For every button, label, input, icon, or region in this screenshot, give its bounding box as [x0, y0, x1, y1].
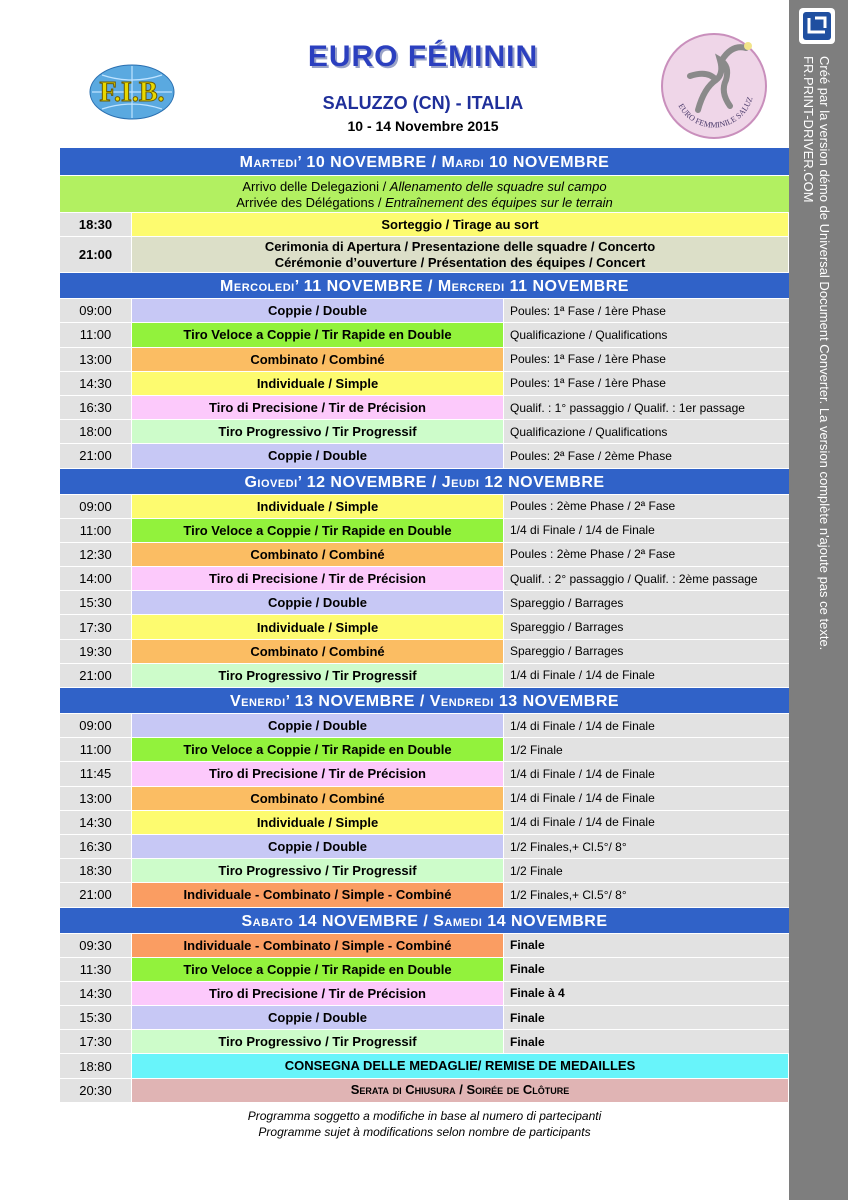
table-row [60, 567, 789, 591]
time-cell: 14:30 [60, 811, 132, 835]
event-cell: Tiro di Precisione / Tir de Précision [132, 762, 504, 786]
table-row [60, 1079, 789, 1103]
time-cell: 16:30 [60, 835, 132, 859]
table-row [60, 664, 789, 688]
note-cell: Poules : 2ème Phase / 2ª Fase [504, 543, 789, 567]
footer-line: Programma soggetto a modifiche in base al numero di partecipanti [247, 1109, 602, 1123]
event-cell: Tiro Veloce a Coppie / Tir Rapide en Double [132, 323, 504, 347]
time-cell: 11:00 [60, 519, 132, 543]
event-cell: Combinato / Combiné [132, 543, 504, 567]
note-cell: 1/4 di Finale / 1/4 de Finale [504, 714, 789, 738]
time-cell: 21:00 [60, 444, 132, 468]
watermark-line: FR.PRINT-DRIVER.COM [801, 56, 816, 203]
time-cell: 11:00 [60, 738, 132, 762]
time-cell: 18:00 [60, 420, 132, 444]
event-cell: Coppie / Double [132, 299, 504, 323]
note-cell: 1/4 di Finale / 1/4 de Finale [504, 762, 789, 786]
intro-text: Arrivée des Délégations / [236, 195, 386, 210]
event-cell: Tiro Progressivo / Tir Progressif [132, 859, 504, 883]
day-header: Sabato 14 NOVEMBRE / Samedi 14 NOVEMBRE [60, 908, 789, 934]
table-row [60, 1030, 789, 1054]
event-cell: Combinato / Combiné [132, 640, 504, 664]
time-cell: 17:30 [60, 1030, 132, 1054]
note-cell: Qualif. : 1° passaggio / Qualif. : 1er passage [504, 396, 789, 420]
time-cell: 15:30 [60, 1006, 132, 1030]
table-row [60, 640, 789, 664]
note-cell: Spareggio / Barrages [504, 640, 789, 664]
table-row [60, 348, 789, 372]
time-cell: 20:30 [60, 1079, 132, 1103]
note-cell: Finale [504, 1006, 789, 1030]
time-cell: 11:00 [60, 323, 132, 347]
day-header: Martedi’ 10 NOVEMBRE / Mardi 10 NOVEMBRE [60, 148, 789, 176]
note-cell: Finale à 4 [504, 982, 789, 1006]
table-row [60, 714, 789, 738]
table-row [60, 958, 789, 982]
event-cell: Sorteggio / Tirage au sort [132, 213, 789, 237]
table-row [60, 372, 789, 396]
event-location: SALUZZO (CN) - ITALIA [322, 93, 524, 113]
note-cell: Finale [504, 934, 789, 958]
note-cell: 1/2 Finales,+ Cl.5°/ 8° [504, 883, 789, 907]
table-row [60, 591, 789, 615]
time-cell: 11:30 [60, 958, 132, 982]
event-cell: Individuale / Simple [132, 811, 504, 835]
note-cell: 1/2 Finales,+ Cl.5°/ 8° [504, 835, 789, 859]
note-cell: Spareggio / Barrages [504, 591, 789, 615]
note-cell: 1/2 Finale [504, 738, 789, 762]
event-cell: Combinato / Combiné [132, 348, 504, 372]
event-line: Cerimonia di Apertura / Presentazione delle squadre / Concerto [264, 238, 656, 254]
table-row [60, 396, 789, 420]
event-cell: Coppie / Double [132, 444, 504, 468]
note-cell: 1/2 Finale [504, 859, 789, 883]
event-cell: Coppie / Double [132, 835, 504, 859]
table-row [60, 738, 789, 762]
note-cell: Finale [504, 1030, 789, 1054]
time-cell: 21:00 [60, 664, 132, 688]
day-header: Mercoledi’ 11 NOVEMBRE / Mercredi 11 NOVEMBRE [60, 273, 789, 299]
note-cell: Qualificazione / Qualifications [504, 420, 789, 444]
event-cell: Tiro Progressivo / Tir Progressif [132, 1030, 504, 1054]
event-cell: Individuale - Combinato / Simple - Combiné [132, 883, 504, 907]
note-cell: 1/4 di Finale / 1/4 de Finale [504, 519, 789, 543]
page-title: EURO FÉMININ [307, 40, 539, 73]
time-cell: 13:00 [60, 787, 132, 811]
table-row [60, 519, 789, 543]
time-cell: 18:80 [60, 1054, 132, 1078]
event-cell: Tiro Progressivo / Tir Progressif [132, 420, 504, 444]
event-cell: Tiro di Precisione / Tir de Précision [132, 396, 504, 420]
intro-text-italic: Allenamento delle squadre sul campo [389, 179, 607, 194]
fib-logo-text: F.I.B. [99, 77, 165, 108]
table-row [60, 420, 789, 444]
table-row [60, 323, 789, 347]
intro-text: Arrivo delle Delegazioni / [242, 179, 390, 194]
event-cell: Individuale - Combinato / Simple - Combiné [132, 934, 504, 958]
time-cell: 17:30 [60, 615, 132, 639]
event-cell: Coppie / Double [132, 714, 504, 738]
time-cell: 21:00 [60, 237, 132, 273]
watermark-line: Créé par la version démo de Universal Document Converter. La version complète n'ajoute pas ce texte. [817, 56, 832, 651]
table-row [60, 811, 789, 835]
event-cell: Tiro di Precisione / Tir de Précision [132, 567, 504, 591]
table-row [60, 787, 789, 811]
note-cell: Spareggio / Barrages [504, 615, 789, 639]
event-cell: CONSEGNA DELLE MEDAGLIE/ REMISE DE MEDAILLES [132, 1054, 789, 1078]
event-cell: Coppie / Double [132, 591, 504, 615]
event-cell: Tiro Veloce a Coppie / Tir Rapide en Double [132, 519, 504, 543]
table-row [60, 1054, 789, 1078]
event-cell: Combinato / Combiné [132, 787, 504, 811]
note-cell: Poules: 1ª Fase / 1ère Phase [504, 348, 789, 372]
time-cell: 14:00 [60, 567, 132, 591]
event-cell: Individuale / Simple [132, 372, 504, 396]
table-row [60, 835, 789, 859]
time-cell: 19:30 [60, 640, 132, 664]
table-row [60, 859, 789, 883]
euro-femminile-logo [660, 30, 768, 142]
time-cell: 14:30 [60, 372, 132, 396]
table-row [60, 1006, 789, 1030]
intro-text-italic: Entraînement des équipes sur le terrain [385, 195, 613, 210]
time-cell: 09:30 [60, 934, 132, 958]
table-row [60, 495, 789, 519]
event-cell [132, 237, 789, 273]
time-cell: 15:30 [60, 591, 132, 615]
note-cell: 1/4 di Finale / 1/4 de Finale [504, 664, 789, 688]
event-cell: Tiro Progressivo / Tir Progressif [132, 664, 504, 688]
note-cell: Qualif. : 2° passaggio / Qualif. : 2ème passage [504, 567, 789, 591]
time-cell: 16:30 [60, 396, 132, 420]
table-row [60, 883, 789, 907]
note-cell: Poules: 1ª Fase / 1ère Phase [504, 299, 789, 323]
table-row [60, 444, 789, 468]
udc-logo-icon [797, 6, 837, 46]
note-cell: Poules: 1ª Fase / 1ère Phase [504, 372, 789, 396]
time-cell: 18:30 [60, 859, 132, 883]
time-cell: 09:00 [60, 299, 132, 323]
schedule-table [60, 148, 789, 1103]
table-row [60, 762, 789, 786]
event-cell: Serata di Chiusura / Soirée de Clôture [132, 1079, 789, 1103]
table-row [60, 299, 789, 323]
euro-logo-text: EURO FEMMINILE SALUZ [676, 95, 755, 130]
event-cell: Coppie / Double [132, 1006, 504, 1030]
event-cell: Tiro di Precisione / Tir de Précision [132, 982, 504, 1006]
note-cell: 1/4 di Finale / 1/4 de Finale [504, 811, 789, 835]
time-cell: 09:00 [60, 495, 132, 519]
note-cell: Poules: 2ª Fase / 2ème Phase [504, 444, 789, 468]
time-cell: 13:00 [60, 348, 132, 372]
event-cell: Individuale / Simple [132, 615, 504, 639]
table-row [60, 934, 789, 958]
time-cell: 11:45 [60, 762, 132, 786]
table-row [60, 982, 789, 1006]
note-cell: Poules : 2ème Phase / 2ª Fase [504, 495, 789, 519]
time-cell: 21:00 [60, 883, 132, 907]
table-row [60, 615, 789, 639]
watermark-text [801, 56, 842, 762]
time-cell: 12:30 [60, 543, 132, 567]
event-line: Cérémonie d’ouverture / Présentation des équipes / Concert [274, 254, 646, 270]
day-intro [60, 176, 789, 213]
event-cell: Tiro Veloce a Coppie / Tir Rapide en Double [132, 958, 504, 982]
footer-line: Programme sujet à modifications selon nombre de participants [258, 1125, 591, 1139]
table-row [60, 543, 789, 567]
event-cell: Individuale / Simple [132, 495, 504, 519]
time-cell: 14:30 [60, 982, 132, 1006]
day-header: Giovedi’ 12 NOVEMBRE / Jeudi 12 NOVEMBRE [60, 469, 789, 495]
footer-note [60, 1108, 789, 1140]
time-cell: 09:00 [60, 714, 132, 738]
event-dates: 10 - 14 Novembre 2015 [347, 118, 499, 134]
table-row [60, 213, 789, 237]
table-row [60, 237, 789, 273]
day-header: Venerdi’ 13 NOVEMBRE / Vendredi 13 NOVEMBRE [60, 688, 789, 714]
note-cell: Qualificazione / Qualifications [504, 323, 789, 347]
event-cell: Tiro Veloce a Coppie / Tir Rapide en Double [132, 738, 504, 762]
fib-logo [62, 63, 202, 121]
note-cell: Finale [504, 958, 789, 982]
time-cell: 18:30 [60, 213, 132, 237]
note-cell: 1/4 di Finale / 1/4 de Finale [504, 787, 789, 811]
